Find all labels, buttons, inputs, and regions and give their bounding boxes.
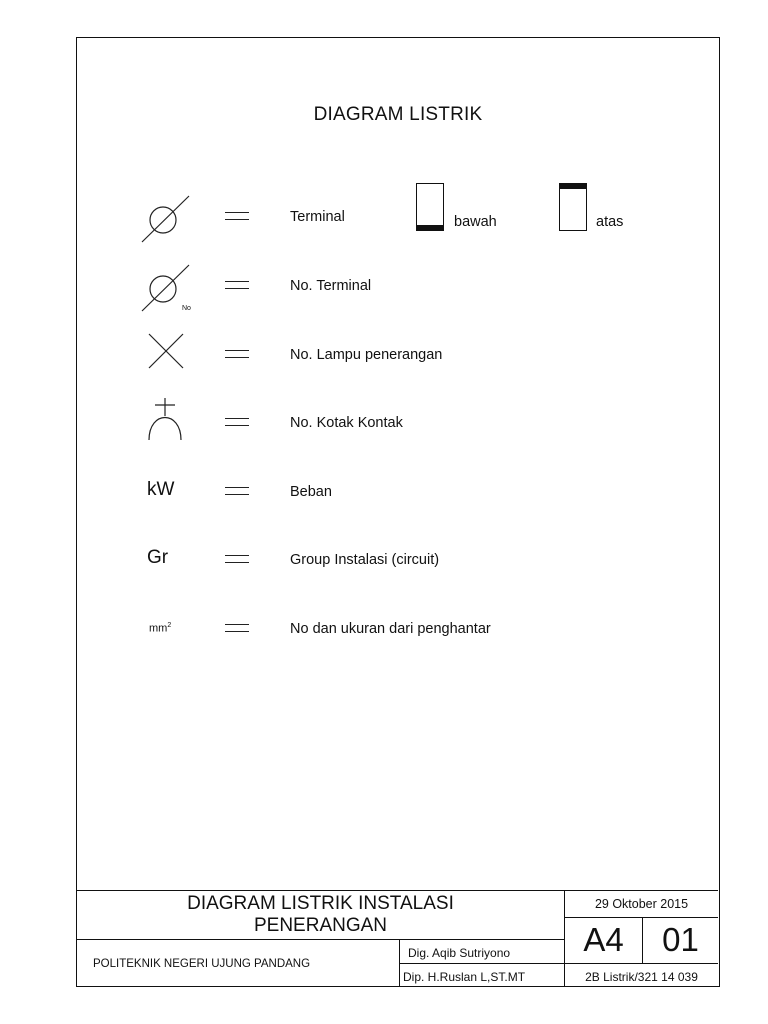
legend-row-conductor (77, 610, 719, 650)
lamp-cross-icon (135, 330, 195, 380)
group-symbol-text: Gr (147, 547, 169, 568)
terminal-atas-label: atas (596, 214, 624, 230)
legend-description: No. Kotak Kontak (290, 415, 403, 431)
terminal-bottom-box-icon (416, 183, 444, 231)
page-title: DIAGRAM LISTRIK (313, 104, 483, 125)
equals-sign (225, 279, 249, 293)
legend-description: No dan ukuran dari penghantar (290, 621, 491, 637)
drawing-date: 29 Oktober 2015 (564, 891, 718, 917)
drawing-title-line1: DIAGRAM LISTRIK INSTALASI (187, 893, 454, 914)
terminal-symbol-icon (135, 188, 195, 248)
legend-row-lamp (77, 336, 719, 376)
terminal-top-box-icon (559, 183, 587, 231)
conductor-symbol-text: $mm^2$ (149, 622, 172, 635)
legend-description: No. Terminal (290, 278, 372, 294)
equals-sign (225, 622, 249, 636)
drawn-by: Dig. Aqib Sutriyono (399, 939, 564, 963)
equals-sign (225, 553, 249, 567)
legend-row-no-terminal (77, 267, 719, 312)
legend-row-load (77, 473, 719, 513)
socket-outlet-icon (135, 396, 195, 446)
drawing-title-line2: PENERANGAN (253, 915, 388, 936)
legend-description: Beban (290, 484, 332, 500)
sheet-number: 01 (642, 917, 718, 963)
legend-description: No. Lampu penerangan (290, 347, 443, 363)
terminal-bawah-label: bawah (454, 214, 497, 230)
drawing-title (77, 891, 564, 939)
legend-description: Terminal (290, 209, 345, 225)
title-block (77, 890, 718, 987)
legend-row-terminal (77, 198, 719, 238)
equals-sign (225, 348, 249, 362)
checked-by: Dip. H.Ruslan L,ST.MT (399, 963, 564, 987)
legend-description: Group Instalasi (circuit) (290, 552, 440, 568)
equals-sign (225, 210, 249, 224)
terminal-number-label: No (182, 305, 191, 312)
class-id: 2B Listrik/321 14 039 (564, 963, 718, 987)
legend-row-socket (77, 404, 719, 444)
equals-sign (225, 485, 249, 499)
equals-sign (225, 416, 249, 430)
paper-size: A4 (564, 917, 642, 963)
institution-name: POLITEKNIK NEGERI UJUNG PANDANG (77, 939, 399, 987)
drawing-sheet (76, 37, 720, 987)
legend-row-group (77, 541, 719, 581)
load-symbol-text: kW (147, 479, 175, 500)
